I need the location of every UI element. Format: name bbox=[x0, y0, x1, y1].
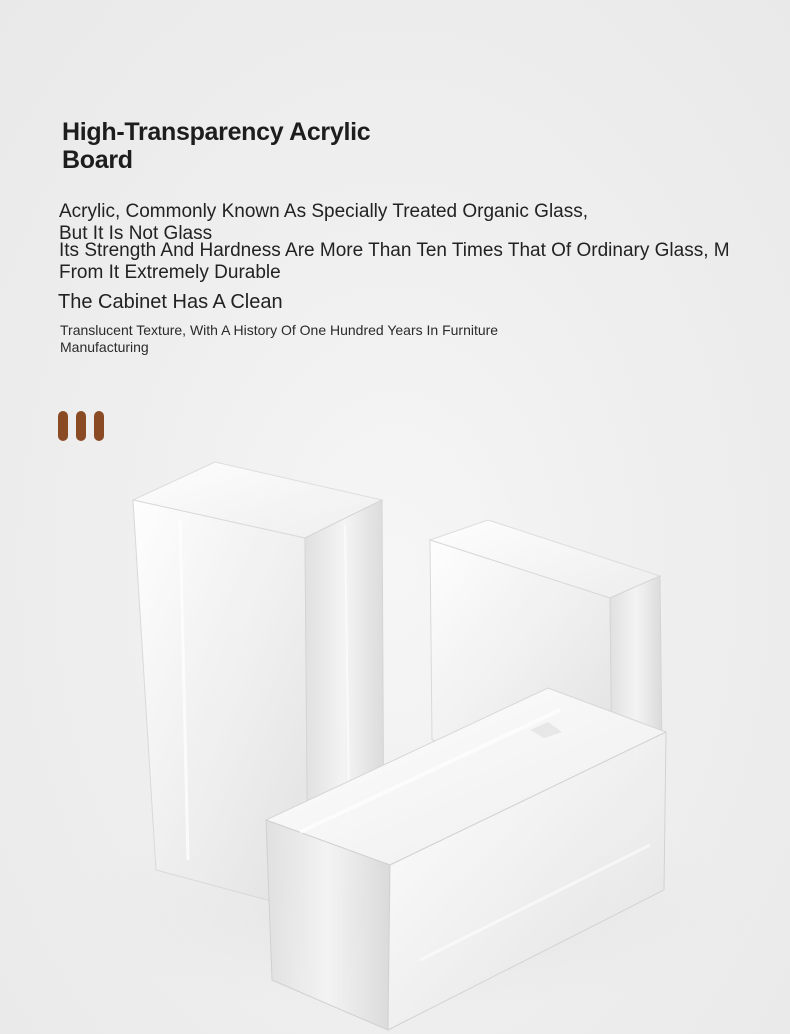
description-line-1: Acrylic, Commonly Known As Specially Treated Organic Glass, bbox=[59, 201, 589, 222]
page-title: High-Transparency Acrylic Board bbox=[62, 118, 371, 174]
description-line-4: From It Extremely Durable bbox=[59, 262, 281, 283]
accent-bar bbox=[76, 411, 86, 441]
description-line-3: Its Strength And Hardness Are More Than Ten Times That Of Ordinary Glass, M bbox=[59, 240, 730, 261]
description-line-2: But It Is Not Glass bbox=[59, 223, 213, 244]
accent-bar bbox=[58, 411, 68, 441]
decorative-bars bbox=[58, 411, 108, 441]
section-subheading: The Cabinet Has A Clean bbox=[58, 291, 283, 313]
acrylic-blocks-illustration bbox=[0, 440, 790, 1034]
accent-bar bbox=[94, 411, 104, 441]
details-text: Translucent Texture, With A History Of One Hundred Years In Furniture Manufacturing bbox=[60, 322, 499, 355]
